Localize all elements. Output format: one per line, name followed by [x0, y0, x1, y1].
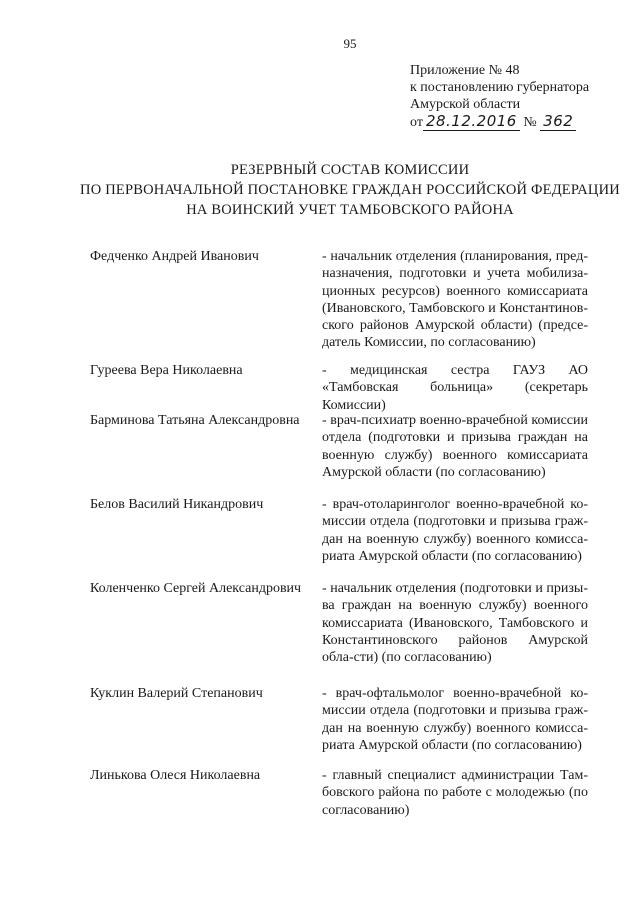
appendix-decree-ref: к постановлению губернатора — [410, 80, 590, 95]
member-role: - врач-психиатр военно-врачебной комиссии отдела (подготовки и призыва граждан на военную службу) военного комиссариата Амурской области (по согласованию) — [322, 413, 588, 480]
member-role: - начальник отделения (планирования, пред-назначения, подготовки и учета мобилиза-ционных ресурсов) военного комиссариата (Ивановского, Тамбовского и Константинов-ского районов Амурской области) (предсе-датель Комиссии, по согласованию) — [322, 249, 588, 351]
appendix-block — [410, 62, 589, 131]
appendix-region: Амурской области — [410, 97, 521, 112]
date-prefix: от — [410, 115, 423, 130]
member-role: - медицинская сестра ГАУЗ АО «Тамбовская больница» (секретарь Комиссии) — [322, 363, 588, 413]
member-entry — [90, 248, 610, 362]
page-number: 95 — [343, 36, 357, 51]
appendix-date-line — [410, 113, 589, 131]
member-entry — [90, 412, 610, 496]
member-entry — [90, 767, 610, 819]
member-role: - начальник отделения (подготовки и призы-ва граждан на военную службу) военного комиссариата (Ивановского, Тамбовского и Константиновского районов Амурской обла-сти) (по согласованию) — [322, 581, 588, 666]
handwritten-date: 28.12.2016 — [423, 112, 520, 131]
member-role: - врач-офтальмолог военно-врачебной ко-миссии отдела (подготовки и призыва граж-дан на военную службу) военного комисса-риата Амурской области (по согласованию) — [322, 686, 588, 753]
document-title — [0, 160, 640, 220]
title-line-1: РЕЗЕРВНЫЙ СОСТАВ КОМИССИИ — [230, 162, 470, 178]
member-entry — [90, 685, 610, 767]
member-role: - врач-отоларинголог военно-врачебной ко-миссии отдела (подготовки и призыва граж-дан на военную службу) военного комисса-риата Амурской области (по согласованию) — [322, 497, 588, 564]
member-name: Коленченко Сергей Александрович — [90, 581, 302, 596]
member-name: Куклин Валерий Степанович — [90, 686, 263, 701]
member-name: Линькова Олеся Николаевна — [90, 768, 261, 783]
member-role: - главный специалист администрации Там-бовского района по работе с молодежью (по согласованию) — [322, 768, 588, 818]
handwritten-number: 362 — [540, 112, 576, 131]
member-name: Барминова Татьяна Александровна — [90, 413, 300, 428]
member-name: Гуреева Вера Николаевна — [90, 363, 243, 378]
member-entry — [90, 496, 610, 580]
members-list — [90, 248, 610, 819]
title-line-3: НА ВОИНСКИЙ УЧЕТ ТАМБОВСКОГО РАЙОНА — [186, 202, 514, 218]
number-prefix: № — [523, 115, 537, 130]
member-entry — [90, 362, 610, 412]
title-line-2: ПО ПЕРВОНАЧАЛЬНОЙ ПОСТАНОВКЕ ГРАЖДАН РОССИЙСКОЙ ФЕДЕРАЦИИ — [80, 182, 620, 198]
appendix-number: Приложение № 48 — [410, 63, 520, 78]
member-name: Федченко Андрей Иванович — [90, 249, 259, 264]
member-entry — [90, 580, 610, 685]
member-name: Белов Василий Никандрович — [90, 497, 264, 512]
